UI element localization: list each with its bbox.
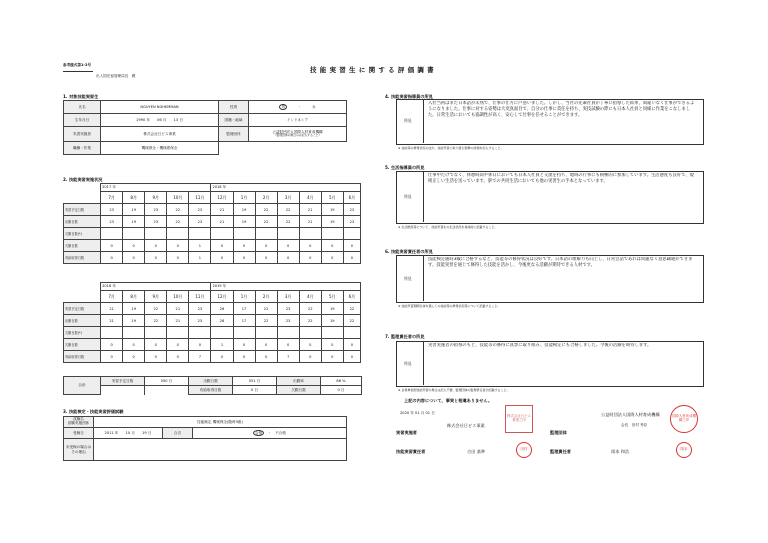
month-header: 12月 <box>211 192 233 204</box>
s5-note: ※ 生活態度等について、技能実習生の生活状況を具体的に記載すること。 <box>398 225 498 229</box>
day-cell[interactable]: 22 <box>145 303 167 315</box>
day-cell[interactable]: 1 <box>189 252 211 264</box>
day-cell[interactable]: 0 <box>167 252 189 264</box>
day-cell[interactable] <box>211 327 233 339</box>
day-cell[interactable] <box>343 327 360 339</box>
day-cell[interactable]: 0 <box>321 252 343 264</box>
addressee: 出入国在留管理局長 殿 <box>96 74 136 78</box>
addressee-blank[interactable] <box>63 71 93 72</box>
exam-reason-value[interactable] <box>94 439 347 461</box>
day-cell[interactable]: 19 <box>123 315 145 327</box>
day-cell[interactable]: 0 <box>101 351 123 363</box>
row-label: 欠勤日数(*) <box>64 327 101 339</box>
row-label: 有給取得日数 <box>64 351 101 363</box>
day-cell[interactable]: 0 <box>343 240 360 252</box>
day-cell[interactable]: 22 <box>167 216 189 228</box>
table-row <box>64 204 361 216</box>
day-cell[interactable] <box>255 228 277 240</box>
day-cell[interactable]: 26 <box>211 303 233 315</box>
day-cell[interactable]: 21 <box>211 216 233 228</box>
ratio-value[interactable]: 86 % <box>321 377 362 386</box>
day-cell[interactable]: 23 <box>277 315 299 327</box>
s7-divider <box>423 341 424 385</box>
day-cell[interactable]: 0 <box>211 252 233 264</box>
supervisor-resp-label: 監理責任者 <box>550 449 571 454</box>
s5-label: 所見 <box>404 194 412 199</box>
day-cell[interactable]: 22 <box>167 204 189 216</box>
country-value[interactable]: インドネシア <box>249 114 347 127</box>
day-cell[interactable]: 21 <box>299 216 321 228</box>
ratio-label: 出勤率 <box>277 377 321 386</box>
table-row <box>64 351 361 363</box>
day-cell[interactable]: 22 <box>255 204 277 216</box>
exam-value[interactable]: 技能検定 機械保全(随時3級) <box>94 417 347 428</box>
day-cell[interactable]: 22 <box>255 216 277 228</box>
month-header: 2月 <box>255 192 277 204</box>
absent-value[interactable]: 0 日 <box>321 386 362 395</box>
day-cell[interactable]: 0 <box>343 351 360 363</box>
day-cell[interactable]: 0 <box>343 252 360 264</box>
sex-female[interactable]: 女 <box>312 104 316 109</box>
row-label: 出勤日数 <box>64 216 101 228</box>
exam-result-label: 合否 <box>163 428 193 439</box>
implementer-seal: 株式会社日ビス事業之印 <box>505 405 533 433</box>
day-cell[interactable]: 0 <box>145 351 167 363</box>
s4-note: ※ 技能等の修得状況のほか、技能実習に取り組む姿勢や評価を記入すること。 <box>398 146 504 150</box>
attend-value[interactable]: 551 日 <box>233 377 277 386</box>
job-label: 職種・作業 <box>64 142 101 155</box>
s4-comment[interactable]: 入社当初はまだ日本語が未熟で、仕事の仕方に戸惑いました。しかし、当社の先輩社員が丁寧に指導した結果、間違いなく仕事ができるようになりました。仕事に対する姿勢は大変真面目で、自分の仕事に責任を持ち、実技試験の際にも日本人社員と同様に作業をこなしました。日常生活においても協調性が高く、安心して仕事を任せることができます。 <box>428 101 695 118</box>
day-cell[interactable] <box>167 228 189 240</box>
exam-reason-label: 未受検の場合は その理由 <box>64 439 94 461</box>
day-cell[interactable]: 22 <box>343 303 360 315</box>
day-cell[interactable]: 0 <box>255 252 277 264</box>
table-row <box>64 339 361 351</box>
s6-label: 所見 <box>404 276 412 281</box>
section-2-title: 2. 技能実習実施状況 <box>63 177 103 182</box>
day-cell[interactable]: 0 <box>167 240 189 252</box>
day-cell[interactable]: 0 <box>277 252 299 264</box>
supervisor-value[interactable] <box>249 127 347 142</box>
day-cell[interactable]: 1 <box>189 240 211 252</box>
day-cell[interactable]: 19 <box>233 204 255 216</box>
row-label: 欠勤日数 <box>64 339 101 351</box>
day-cell[interactable]: 0 <box>123 252 145 264</box>
s4-label: 所見 <box>404 118 412 123</box>
day-cell[interactable]: 21 <box>167 315 189 327</box>
s5-divider <box>423 171 424 222</box>
section-7-title: 7. 監理責任者の所見 <box>385 334 425 339</box>
exam-label: 試験名 試験実施団体 <box>64 417 94 428</box>
month-header: 2月 <box>255 291 277 303</box>
planned-value[interactable]: 550 日 <box>145 377 189 386</box>
dob-month: 06 月 <box>157 117 167 122</box>
day-cell[interactable]: 0 <box>255 240 277 252</box>
day-cell[interactable] <box>123 327 145 339</box>
row-label: 欠勤日数 <box>64 240 101 252</box>
implementer-sign-name[interactable]: 株式会社日ビス事業 <box>447 423 485 428</box>
row-label: 出勤日数 <box>64 315 101 327</box>
day-cell[interactable]: 19 <box>123 303 145 315</box>
day-cell[interactable]: 23 <box>189 216 211 228</box>
day-cell[interactable]: 17 <box>233 303 255 315</box>
resp-stamp: 田村 <box>516 442 532 458</box>
s7-label: 所見 <box>404 361 412 366</box>
day-cell[interactable]: 0 <box>299 252 321 264</box>
paid-value[interactable]: 0 日 <box>233 386 277 395</box>
supervisor-sign-label: 監理団体 <box>550 430 567 435</box>
s7-comment[interactable]: 実習実施者の指導のもと、技能等の修得に真摯に取り組み、技能検定にも合格しました。今後の活躍を期待します。 <box>428 343 652 348</box>
sex-label: 性別 <box>219 101 249 114</box>
day-cell[interactable] <box>101 327 123 339</box>
day-cell[interactable] <box>299 228 321 240</box>
month-header: 11月 <box>189 291 211 303</box>
section-3-title: 3. 技能検定・技能実習評価試験 <box>63 409 124 414</box>
attendance-table-2 <box>63 282 361 363</box>
sex-male[interactable]: 男 <box>281 104 285 109</box>
day-cell[interactable]: 22 <box>299 303 321 315</box>
s6-comment[interactable]: 技能検定随時3級に合格するなど、技能等の修得状況は良好です。日本語の理解力も向上し、日常会話であれば問題なく意思疎通ができます。技能実習を通じて修得した技能を活かし、今後更なる活躍が期待できる人材です。 <box>428 257 693 268</box>
day-cell[interactable]: 0 <box>299 240 321 252</box>
s5-comment[interactable]: 仕事中だけでなく、休憩時間や休日においても日本人社員と交流を持ち、地域の行事にも積極的に参加しています。生活態度も良好で、規則正しい生活を送っています。寮での共同生活においても他の実習生の手本となっています。 <box>428 173 694 184</box>
table-row <box>64 216 361 228</box>
row-label: 実習予定日数 <box>64 303 101 315</box>
day-cell[interactable]: 0 <box>299 339 321 351</box>
day-cell[interactable] <box>101 228 123 240</box>
s6-note: ※ 技能実習期間全体を通しての技能等の修得状況等について記載すること。 <box>398 304 501 308</box>
dob-label: 生年月日 <box>64 114 101 127</box>
implementer-sign-label: 実習実施者 <box>396 430 417 435</box>
year-label-right: 2018 年 <box>211 184 361 192</box>
day-cell[interactable]: 1 <box>211 339 233 351</box>
month-header: 7月 <box>101 192 123 204</box>
month-header: 1月 <box>233 192 255 204</box>
day-cell[interactable] <box>167 327 189 339</box>
day-cell[interactable] <box>211 228 233 240</box>
month-header: 1月 <box>233 291 255 303</box>
form-number: 参考様式第1-2号 <box>63 63 92 67</box>
s4-divider <box>423 99 424 143</box>
day-cell[interactable]: 0 <box>167 351 189 363</box>
month-header: 12月 <box>211 291 233 303</box>
day-cell[interactable]: 21 <box>299 204 321 216</box>
month-header: 9月 <box>145 192 167 204</box>
attend-label: 出勤日数 <box>189 377 233 386</box>
day-cell[interactable]: 7 <box>277 351 299 363</box>
day-cell[interactable]: 19 <box>123 204 145 216</box>
day-cell[interactable]: 0 <box>145 339 167 351</box>
day-cell[interactable] <box>255 327 277 339</box>
supervisor-note: （監理団体の場合のみ記入すること） <box>273 133 322 138</box>
s6-divider <box>423 255 424 301</box>
day-cell[interactable] <box>321 327 343 339</box>
dob-value[interactable] <box>101 114 219 127</box>
sex-field[interactable]: 男 ・ 女 <box>249 101 347 114</box>
s7-note: ※ 企業単独型技能実習の場合は記入不要。監理団体の監理責任者が記載すること。 <box>398 388 510 392</box>
day-cell[interactable]: 0 <box>321 351 343 363</box>
day-cell[interactable]: 22 <box>299 315 321 327</box>
day-cell[interactable]: 0 <box>255 351 277 363</box>
day-cell[interactable] <box>277 327 299 339</box>
exam-result-value[interactable]: 合格 ・ 不合格 <box>193 428 347 439</box>
table-row <box>64 303 361 315</box>
day-cell[interactable] <box>145 327 167 339</box>
day-cell[interactable]: 23 <box>189 303 211 315</box>
table-row <box>64 327 361 339</box>
day-cell[interactable]: 22 <box>277 216 299 228</box>
day-cell[interactable]: 19 <box>123 216 145 228</box>
day-cell[interactable] <box>233 327 255 339</box>
table-row <box>64 228 361 240</box>
section-4-title: 4. 技能実習指導員の所見 <box>385 94 433 99</box>
month-header: 6月 <box>343 192 360 204</box>
day-cell[interactable]: 21 <box>211 204 233 216</box>
dob-year: 1990 年 <box>136 117 150 122</box>
day-cell[interactable] <box>145 228 167 240</box>
sign-date[interactable]: 2020 年 01 月 01 日 <box>400 411 435 415</box>
day-cell[interactable]: 0 <box>233 339 255 351</box>
day-cell[interactable]: 23 <box>145 204 167 216</box>
day-cell[interactable]: 0 <box>167 339 189 351</box>
supervisor-name: 公益財団法人国際人材育成機構 <box>272 130 323 135</box>
day-cell[interactable]: 0 <box>321 240 343 252</box>
day-cell[interactable]: 0 <box>233 240 255 252</box>
planned-label: 実習予定日数 <box>101 377 145 386</box>
day-cell[interactable]: 0 <box>101 252 123 264</box>
month-header: 4月 <box>299 192 321 204</box>
day-cell[interactable]: 23 <box>189 315 211 327</box>
supervisor-seal: 国際人材育成機構之印 <box>670 405 698 433</box>
month-header: 10月 <box>167 291 189 303</box>
confirm-statement: 上記の内容について、事実と相違ありません。 <box>404 398 493 403</box>
supervisor-resp-stamp: 岡本 <box>676 442 692 458</box>
day-cell[interactable]: 0 <box>211 240 233 252</box>
day-cell[interactable]: 22 <box>145 315 167 327</box>
country-label: 国籍・地域 <box>219 114 249 127</box>
row-label: 欠勤日数(*) <box>64 228 101 240</box>
dob-day: 13 日 <box>173 117 183 122</box>
day-cell[interactable]: 0 <box>277 240 299 252</box>
day-cell[interactable] <box>189 327 211 339</box>
month-header: 5月 <box>321 291 343 303</box>
day-cell[interactable]: 0 <box>343 339 360 351</box>
month-header: 5月 <box>321 192 343 204</box>
day-cell[interactable]: 21 <box>101 303 123 315</box>
day-cell[interactable]: 0 <box>277 339 299 351</box>
day-cell[interactable]: 23 <box>101 216 123 228</box>
name-label: 氏名 <box>64 101 101 114</box>
day-cell[interactable]: 26 <box>211 315 233 327</box>
attendance-totals <box>63 376 362 395</box>
year-label-left: 2018 年 <box>101 283 211 291</box>
day-cell[interactable]: 23 <box>145 216 167 228</box>
day-cell[interactable]: 0 <box>101 240 123 252</box>
resp-sign-label: 技能実習責任者 <box>396 449 426 454</box>
day-cell[interactable]: 0 <box>233 252 255 264</box>
day-cell[interactable]: 0 <box>101 339 123 351</box>
day-cell[interactable]: 0 <box>145 240 167 252</box>
absent-label: 欠勤日数 <box>277 386 321 395</box>
exam-date-label: 受検日 <box>64 428 94 439</box>
day-cell[interactable]: 0 <box>321 339 343 351</box>
implementer-label: 実習実施者 <box>64 127 101 142</box>
day-cell[interactable] <box>299 327 321 339</box>
day-cell[interactable]: 19 <box>321 315 343 327</box>
day-cell[interactable]: 0 <box>233 351 255 363</box>
job-value[interactable]: 機械保全・機械系保全 <box>101 142 219 155</box>
day-cell[interactable]: 19 <box>321 216 343 228</box>
section-6-title: 6. 技能実習責任者の所見 <box>385 249 433 254</box>
day-cell[interactable]: 0 <box>299 351 321 363</box>
month-header: 10月 <box>167 192 189 204</box>
supervisor-sign-name[interactable]: 公益財団法人国際人材育成機構 <box>601 412 660 417</box>
month-header: 4月 <box>299 291 321 303</box>
exam-pass: 合格 <box>255 430 263 435</box>
day-cell[interactable] <box>233 228 255 240</box>
totals-label: 合計 <box>64 377 101 395</box>
month-header: 7月 <box>101 291 123 303</box>
day-cell[interactable]: 23 <box>343 216 360 228</box>
month-header: 8月 <box>123 192 145 204</box>
trainee-table <box>63 100 347 155</box>
table-row <box>64 315 361 327</box>
day-cell[interactable]: 0 <box>189 339 211 351</box>
table-row <box>64 240 361 252</box>
name-value[interactable]: NGUYEN NGHEMMAN <box>101 101 219 114</box>
day-cell[interactable]: 0 <box>123 351 145 363</box>
day-cell[interactable]: 23 <box>189 204 211 216</box>
day-cell[interactable]: 7 <box>189 351 211 363</box>
month-header: 3月 <box>277 291 299 303</box>
day-cell[interactable]: 0 <box>255 339 277 351</box>
day-cell[interactable]: 23 <box>277 303 299 315</box>
supervisor-resp-name[interactable]: 岡本 和浩 <box>611 449 630 454</box>
month-header: 6月 <box>343 291 360 303</box>
document-title: 技 能 実 習 生 に 関 す る 評 価 調 書 <box>310 66 435 74</box>
day-cell[interactable]: 23 <box>343 204 360 216</box>
year-label-left: 2017 年 <box>101 184 211 192</box>
table-row <box>64 252 361 264</box>
day-cell[interactable]: 22 <box>255 315 277 327</box>
day-cell[interactable]: 19 <box>233 216 255 228</box>
day-cell[interactable]: 21 <box>167 303 189 315</box>
day-cell[interactable] <box>189 228 211 240</box>
attendance-table-1 <box>63 183 361 264</box>
day-cell[interactable]: 22 <box>277 204 299 216</box>
year-label-right: 2019 年 <box>211 283 361 291</box>
implementer-value[interactable]: 株式会社日ビス事業 <box>101 127 219 142</box>
day-cell[interactable]: 17 <box>233 315 255 327</box>
day-cell[interactable]: 21 <box>101 315 123 327</box>
day-cell[interactable]: 22 <box>343 315 360 327</box>
day-cell[interactable] <box>277 228 299 240</box>
day-cell[interactable]: 0 <box>123 240 145 252</box>
supervisor-label: 監理団体 <box>219 127 249 142</box>
month-header: 3月 <box>277 192 299 204</box>
month-header: 9月 <box>145 291 167 303</box>
day-cell[interactable]: 0 <box>211 351 233 363</box>
row-label: 実習予定日数 <box>64 204 101 216</box>
supervisor-sign-rep[interactable]: 会長 田村 秀臣 <box>621 423 648 427</box>
paid-label: 有給取得日数 <box>189 386 233 395</box>
day-cell[interactable] <box>343 228 360 240</box>
exam-date-value[interactable]: 2011 年 10 月 19 日 <box>94 428 163 439</box>
resp-sign-name[interactable]: 吉田 基準 <box>467 449 486 454</box>
day-cell[interactable]: 0 <box>123 339 145 351</box>
day-cell[interactable]: 19 <box>321 303 343 315</box>
month-header: 8月 <box>123 291 145 303</box>
day-cell[interactable]: 22 <box>255 303 277 315</box>
month-header: 11月 <box>189 192 211 204</box>
day-cell[interactable] <box>321 228 343 240</box>
day-cell[interactable] <box>123 228 145 240</box>
day-cell[interactable]: 19 <box>321 204 343 216</box>
day-cell[interactable]: 0 <box>145 252 167 264</box>
section-1-title: 1. 対象技能実習生 <box>63 94 99 99</box>
exam-table <box>63 416 347 461</box>
day-cell[interactable]: 23 <box>101 204 123 216</box>
row-label: 有給取得日数 <box>64 252 101 264</box>
exam-fail: 不合格 <box>275 430 286 435</box>
section-5-title: 5. 生活指導員の所見 <box>385 165 425 170</box>
